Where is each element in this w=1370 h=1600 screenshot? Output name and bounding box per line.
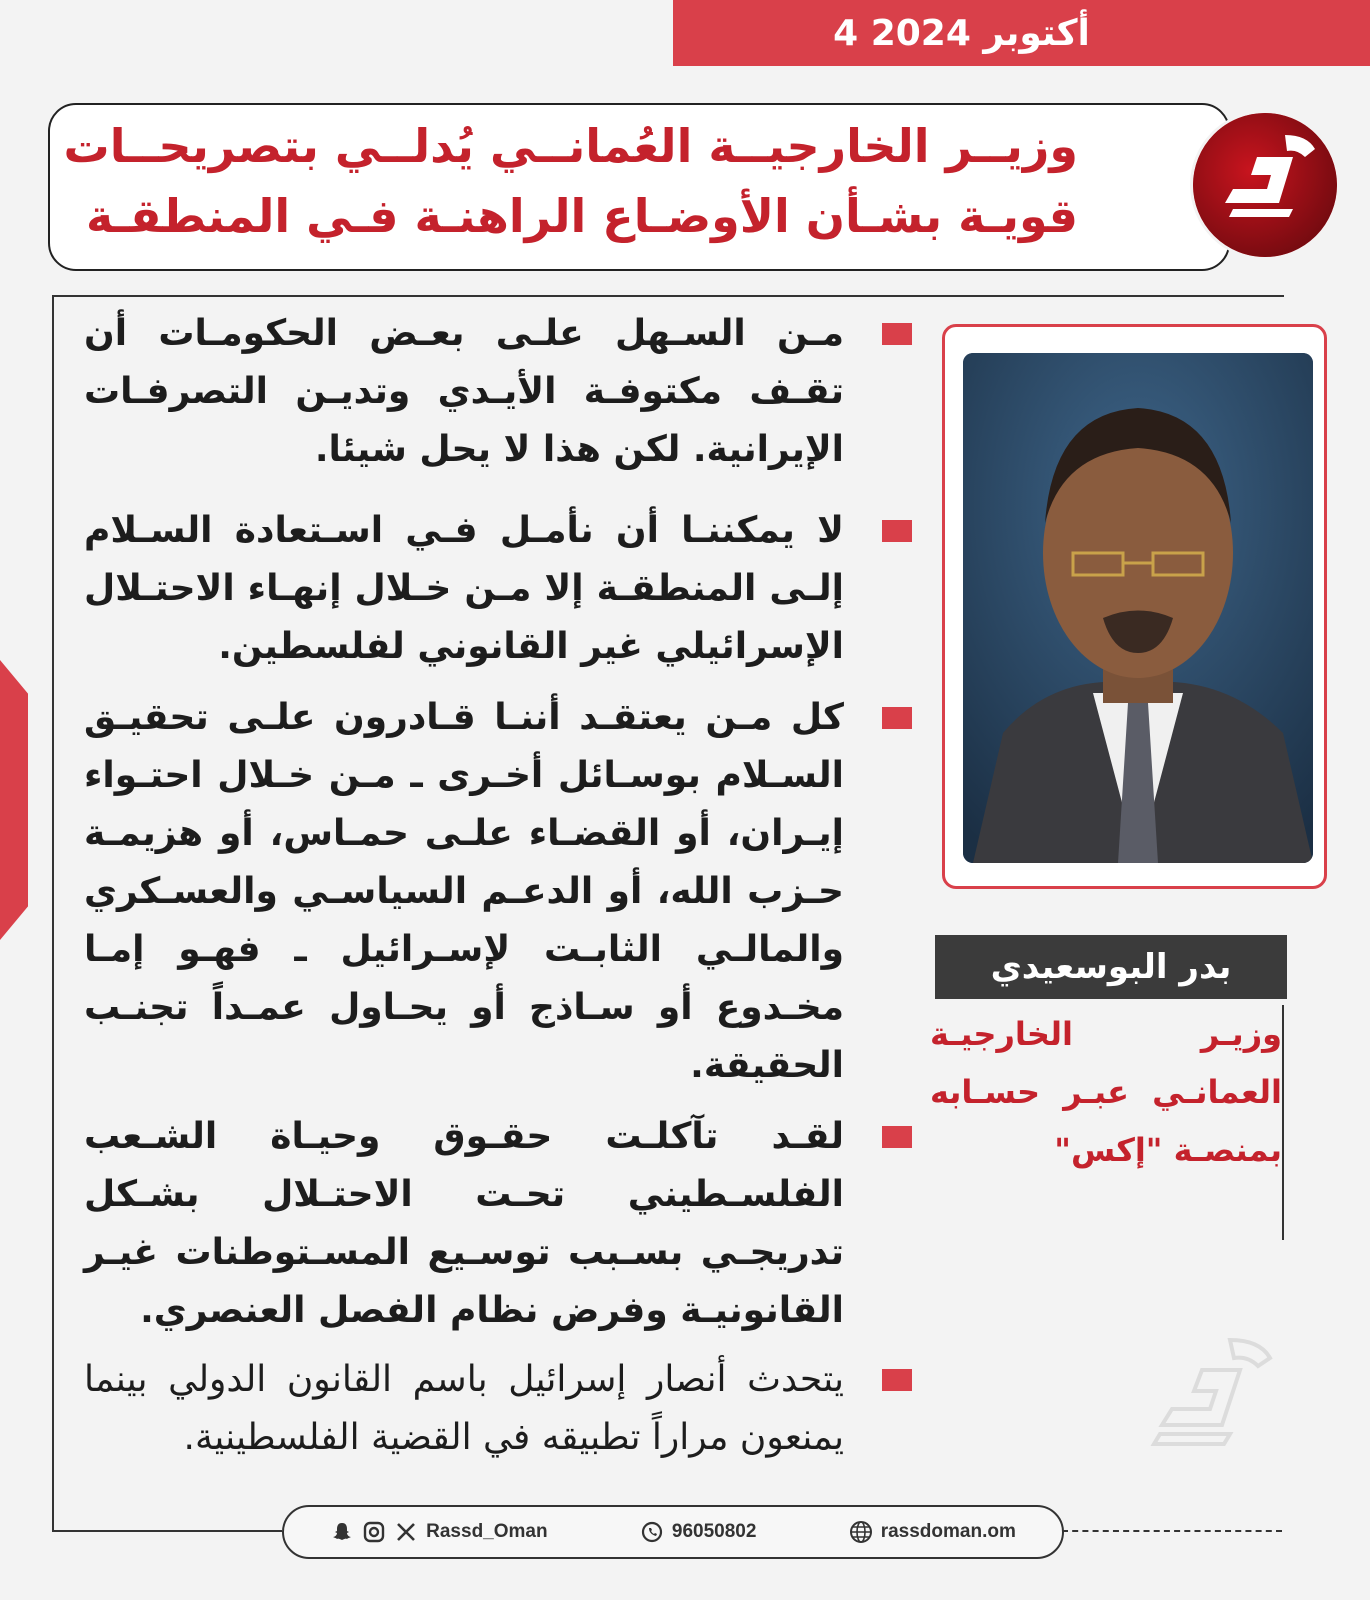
quote-text: كل مـن يعتقـد أننـا قـادرون علـى تحقيـق السـلام بوسـائل أخـرى ـ مـن خـلال احتـواء إيـران، أو القضـاء علـى حمـاس، أو هزيمـة حـزب الله، أو الدعـم السياسـي والعسـكري والمالـي الثابـت لإسـرائيل ـ فهـو إمـا مخـدوع أو سـاذج أو يحـاول عمـداً تجنـب الحقيقة. — [84, 697, 844, 1086]
footer-phone[interactable] — [640, 1520, 757, 1544]
watermark-logo-icon — [1140, 1330, 1300, 1460]
bullet-square-icon — [882, 1126, 912, 1148]
headline-box — [48, 103, 1230, 271]
social-handle: Rassd_Oman — [426, 1521, 548, 1542]
whatsapp-icon — [640, 1520, 664, 1544]
bullet-square-icon — [882, 520, 912, 542]
footer-website[interactable] — [849, 1520, 1016, 1544]
content-frame-left — [52, 295, 54, 1532]
content-frame-bottom-dashed — [1062, 1530, 1282, 1532]
snapchat-icon — [330, 1520, 354, 1544]
content-frame-bottom — [52, 1530, 282, 1532]
footer-contact-bar — [282, 1505, 1064, 1559]
phone-number: 96050802 — [671, 1521, 757, 1542]
quote-text: يتحدث أنصار إسرائيل باسم القانون الدولي بينما يمنعون مراراً تطبيقه في القضية الفلسطينية. — [84, 1359, 844, 1458]
instagram-icon — [362, 1520, 386, 1544]
footer-social[interactable] — [330, 1520, 547, 1544]
portrait-photo — [963, 353, 1313, 863]
bullet-square-icon — [882, 707, 912, 729]
person-role: وزيـر الخارجيـة العمانـي عبـر حسـابه بمنصـة "إكس" — [930, 1015, 1282, 1169]
person-name-box — [935, 935, 1287, 999]
quote-text: مـن السـهل علـى بعـض الحكومـات أن تقـف مكتوفـة الأيـدي وتديـن التصرفـات الإيرانية. لكن هذا لا يحل شيئا. — [84, 313, 844, 470]
portrait-frame — [942, 324, 1327, 889]
globe-icon — [849, 1520, 873, 1544]
headline-line-1: وزيــر الخارجيــة العُمانــي يُدلــي بتصريحــات — [63, 119, 1078, 173]
person-name: بدر البوسعيدي — [990, 947, 1232, 987]
date-text: 4 أكتوبر 2024 — [833, 12, 1090, 54]
content-frame-right — [1282, 1005, 1284, 1240]
bullet-square-icon — [882, 323, 912, 345]
headline-line-2: قويـة بشـأن الأوضـاع الراهنـة فـي المنطقـة — [85, 189, 1078, 243]
side-accent-tab — [0, 660, 28, 940]
bullet-square-icon — [882, 1369, 912, 1391]
website-url: rassdoman.om — [880, 1521, 1016, 1542]
content-frame-top — [52, 295, 1284, 297]
x-icon — [394, 1520, 418, 1544]
brand-logo-icon — [1190, 110, 1340, 260]
quote-text: لقـد تآكلـت حقـوق وحيـاة الشـعب الفلسـطيني تحـت الاحتـلال بشـكل تدريجـي بسـبب توسـيع المسـتوطنات غيـر القانونيـة وفرض نظام الفصل العنصري. — [84, 1116, 844, 1331]
date-banner — [673, 0, 1370, 66]
quote-text: لا يمكننـا أن نأمـل فـي اسـتعادة السـلام إلـى المنطقـة إلا مـن خـلال إنهـاء الاحتـلال الإسرائيلي غير القانوني لفلسطين. — [84, 510, 844, 667]
